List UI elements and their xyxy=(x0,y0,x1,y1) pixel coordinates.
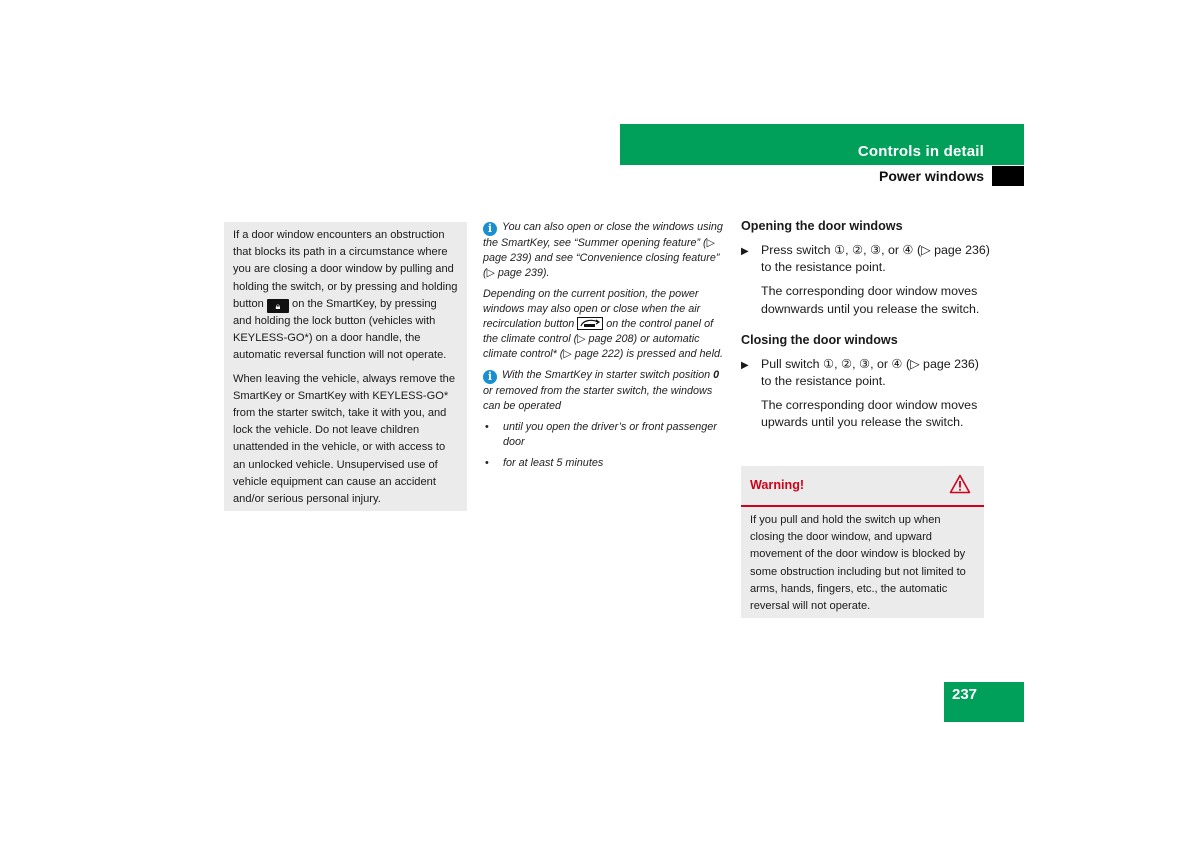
warning-triangle-icon xyxy=(949,474,971,499)
info-note-starter-switch: i With the SmartKey in starter switch position 0 or removed from the starter switch, the windows can be operated xyxy=(483,369,720,412)
info-icon: i xyxy=(483,222,497,236)
section-title: Controls in detail xyxy=(857,143,984,160)
step-arrow-icon: ▶ xyxy=(741,359,749,371)
warning-header xyxy=(741,466,984,507)
safety-note-box xyxy=(224,222,467,511)
subsection-title: Power windows xyxy=(878,168,984,184)
warning-text: If you pull and hold the switch up when closing the door window, and upward movement of the door window is blocked by some obstruction including but not limited to arms, hands, fingers, etc., the automatic reversal will not operate. xyxy=(750,514,966,613)
page-number: 237 xyxy=(952,686,978,703)
opening-heading: Opening the door windows xyxy=(741,219,903,233)
instructions-column xyxy=(741,218,991,446)
warning-label: Warning! xyxy=(750,478,805,492)
opening-result: The corresponding door window moves downwards until you release the switch. xyxy=(761,284,980,316)
info-icon: i xyxy=(483,370,497,384)
list-item: • for at least 5 minutes xyxy=(483,456,728,471)
opening-step: ▶ Press switch ①, ②, ③, or ④ (▷ page 236) to the resistance point. xyxy=(741,243,990,275)
obstruction-paragraph: If a door window encounters an obstruction that blocks its path in a circumstance where you are closing a door window by pulling and holding the switch, or by pressing and holding button 🔒︎ on the SmartKey, by pressing and holding the lock button (vehicles with KEYLESS-GO*) on a door handle, the automatic reversal function will not operate. xyxy=(233,229,458,362)
section-header-band xyxy=(620,124,1024,165)
step-arrow-icon: ▶ xyxy=(741,246,749,257)
closing-result: The corresponding door window moves upwards until you release the switch. xyxy=(761,398,978,430)
list-item: • until you open the driver’s or front passenger door xyxy=(483,420,728,450)
notes-column xyxy=(483,220,728,477)
warning-box xyxy=(741,466,984,618)
air-recirculation-icon xyxy=(577,317,603,330)
condition-list xyxy=(483,420,728,471)
leaving-vehicle-paragraph: When leaving the vehicle, always remove the SmartKey or SmartKey with KEYLESS-GO* from the starter switch, take it with you, and lock the vehicle. Do not leave children unattended in the vehicle, or with access to an unlocked vehicle. Unsupervised use of vehicle equipment can cause an accident and/or serious personal injury. xyxy=(233,372,455,506)
page-number-tab xyxy=(944,682,1024,722)
recirculation-paragraph: Depending on the current position, the power windows may also open or close when the air recirculation button on the control panel of the climate control (▷ page 208) or automatic climate control* (▷ page 222) is pressed and held. xyxy=(483,288,723,360)
info-note-smartkey: i You can also open or close the windows using the SmartKey, see “Summer opening feature” (▷ page 239) and see “Convenience closing feature” (▷ page 239). xyxy=(483,221,723,279)
header-marker-block xyxy=(992,166,1024,186)
closing-heading: Closing the door windows xyxy=(741,332,898,347)
lock-icon: 🔒︎ xyxy=(267,299,289,313)
closing-step: ▶ Pull switch ①, ②, ③, or ④ (▷ page 236) to the resistance point. xyxy=(741,356,979,389)
